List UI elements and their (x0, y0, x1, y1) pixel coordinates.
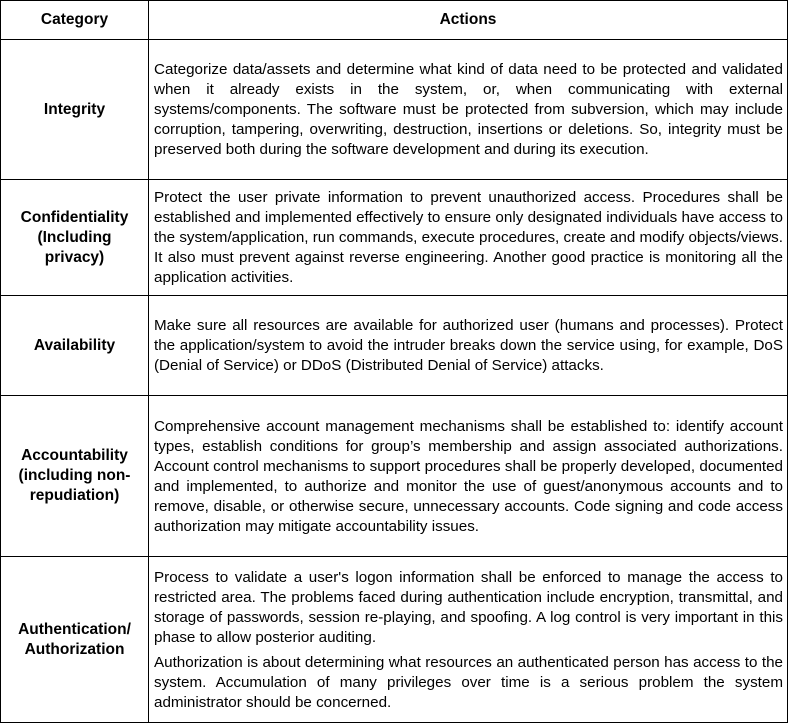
category-label: (Including (37, 228, 112, 246)
category-label: Integrity (43, 100, 106, 118)
category-label: (including non- (18, 467, 131, 484)
header-row (1, 1, 788, 40)
actions-column-header: Actions (149, 1, 788, 40)
actions-text: Authorization is about determining what resources an authenticated person has access to the system. Accumulation of many privileges over time is a serious problem the system administrator should be concerned. (154, 653, 783, 711)
actions-cell (149, 296, 788, 396)
category-cell (1, 296, 149, 396)
actions-cell (149, 557, 788, 723)
category-label: repudiation) (29, 487, 120, 504)
category-label: Availability (33, 336, 116, 354)
table-row-integrity (1, 40, 788, 180)
category-cell (1, 396, 149, 557)
table-row-confidentiality (1, 180, 788, 296)
category-label: privacy) (44, 248, 105, 266)
category-label: Authentication/ (18, 620, 131, 638)
actions-cell (149, 396, 788, 557)
table-row-authentication (1, 557, 788, 723)
category-label: Authorization (24, 640, 125, 658)
actions-text: Comprehensive account management mechanisms shall be established to: identify account types, establish conditions for group’s membership and assign associated authorizations. Account control mechanisms to support procedures shall be properly developed, documented and implemented, to authorize and monitor the use of guest/anonymous accounts and to remove, disable, or otherwise secure, unnecessary accounts. Code signing and code access authorization may mitigate accountability issues. (154, 417, 783, 535)
table-row-availability (1, 296, 788, 396)
table-row-accountability (1, 396, 788, 557)
category-label: Confidentiality (20, 208, 129, 226)
category-label: Accountability (21, 447, 128, 464)
actions-text: Categorize data/assets and determine what kind of data need to be protected and validated when it already exists in the system, or, when communicating with external systems/components. The software must be protected from subversion, which may include corruption, tampering, overwriting, destruction, insertions or deletions. So, integrity must be preserved both during the software development and during its execution. (154, 61, 783, 158)
actions-cell (149, 40, 788, 180)
actions-cell (149, 180, 788, 296)
actions-text: Protect the user private information to prevent unauthorized access. Procedures shall be established and implemented effectively to ensure only designated individuals have access to the system/application, run commands, execute procedures, create and modify objects/views. It also must prevent against reverse engineering. Another good practice is monitoring all the application activities. (154, 189, 783, 286)
category-cell (1, 557, 149, 723)
category-cell (1, 180, 149, 296)
actions-text: Make sure all resources are available for authorized user (humans and processes). Protect the application/system to avoid the intruder breaks down the service using, for example, DoS (Denial of Service) or DDoS (Distributed Denial of Service) attacks. (154, 317, 783, 374)
category-cell (1, 40, 149, 180)
category-column-header: Category (1, 1, 149, 40)
actions-text: Process to validate a user's logon information shall be enforced to manage the access to restricted area. The problems faced during authentication include encryption, transmittal, and storage of passwords, session re-playing, and spoofing. A log control is very important in this phase to allow posterior auditing. (154, 568, 783, 646)
